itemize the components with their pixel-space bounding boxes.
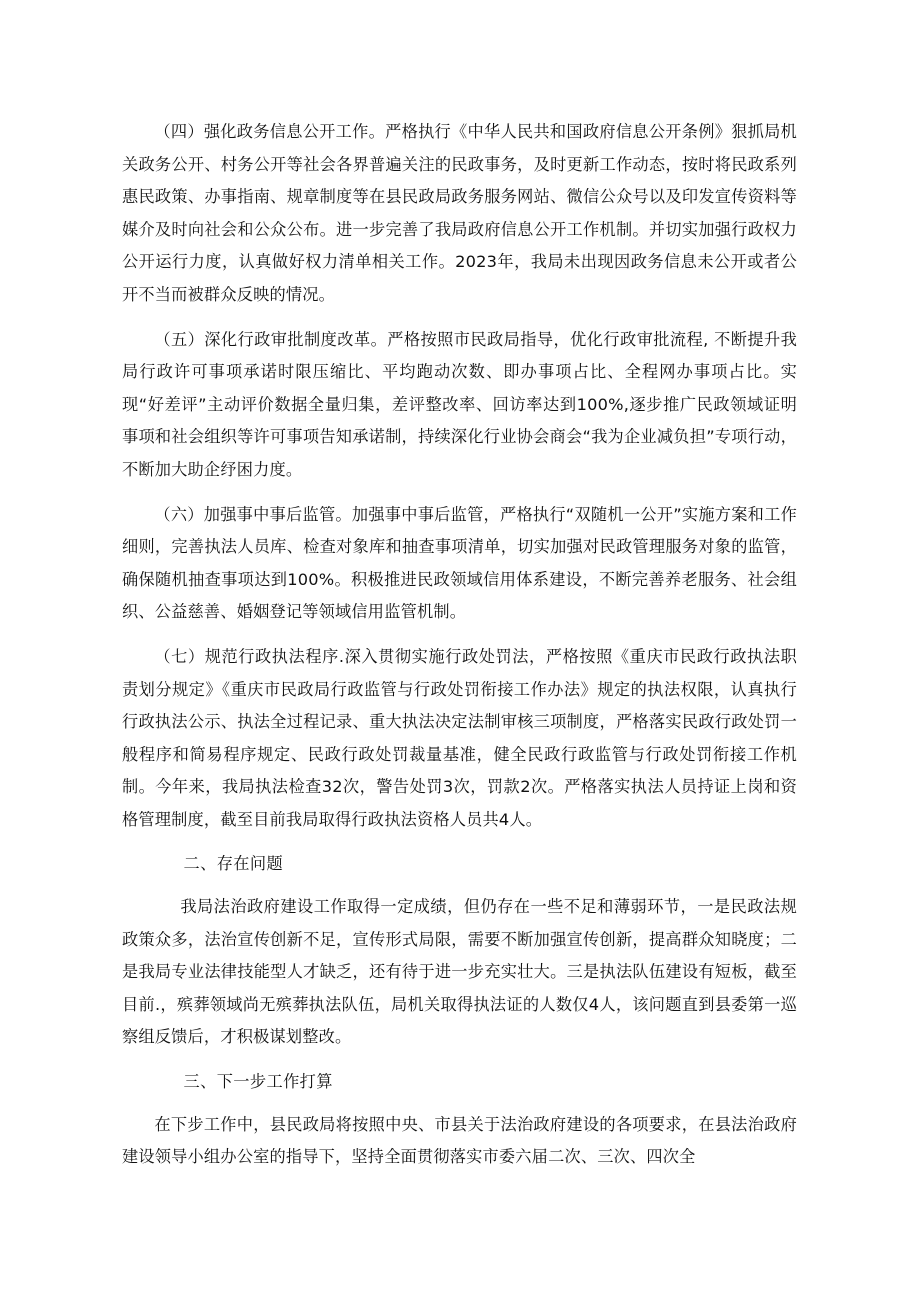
paragraph-next-steps: 在下步工作中，县民政局将按照中央、市县关于法治政府建设的各项要求，在县法治政府建设领导小组办公室的指导下，坚持全面贯彻落实市委六届二次、三次、四次全 [122, 1114, 797, 1167]
paragraph-law-enforcement: （七）规范行政执法程序.深入贯彻实施行政处罚法，严格按照《重庆市民政行政执法职责划分规定》《重庆市民政局行政监管与行政处罚衔接工作办法》规定的执法权限，认真执行行政执法公示、执法全过程记录、重大执法决定法制审核三项制度，严格落实民政行政处罚一般程序和简易程序规定、民政行政处罚裁量基准，健全民政行政监管与行政处罚衔接工作机制。今年来，我局执法检查32次，警告处罚3次，罚款2次。严格落实执法人员持证上岗和资格管理制度，截至目前我局取得行政执法资格人员共4人。 [122, 646, 797, 829]
document-body [122, 116, 797, 1178]
section-heading-problems: 二、存在问题 [183, 854, 284, 874]
paragraph-admin-approval-reform: （五）深化行政审批制度改革。严格按照市民政局指导，优化行政审批流程, 不断提升我局行政许可事项承诺时限压缩比、平均跑动次数、即办事项占比、全程网办事项占比。实现“好差评”主动评价数据全量归集，差评整改率、回访率达到100%,逐步推广民政领域证明事项和社会组织等许可事项告知承诺制，持续深化行业协会商会“我为企业减负担”专项行动，不断加大助企纾困力度。 [122, 329, 797, 479]
paragraph-info-disclosure: （四）强化政务信息公开工作。严格执行《中华人民共和国政府信息公开条例》狠抓局机关政务公开、村务公开等社会各界普遍关注的民政事务，及时更新工作动态，按时将民政系列惠民政策、办事指南、规章制度等在县民政局政务服务网站、微信公众号以及印发宣传资料等媒介及时向社会和公众公布。进一步完善了我局政府信息公开工作机制。并切实加强行政权力公开运行力度，认真做好权力清单相关工作。2023年，我局未出现因政务信息未公开或者公开不当而被群众反映的情况。 [122, 122, 797, 304]
paragraph-problems: 我局法治政府建设工作取得一定成绩，但仍存在一些不足和薄弱环节，一是民政法规政策众多，法治宣传创新不足，宣传形式局限，需要不断加强宣传创新，提高群众知晓度；二是我局专业法律技能型人才缺乏，还有待于进一步充实壮大。三是执法队伍建设有短板，截至目前.，殡葬领域尚无殡葬执法队伍，局机关取得执法证的人数仅4人，该问题直到县委第一巡察组反馈后，才积极谋划整改。 [122, 897, 797, 1047]
paragraph-supervision: （六）加强事中事后监管。加强事中事后监管，严格执行“双随机一公开”实施方案和工作细则，完善执法人员库、检查对象库和抽查事项清单，切实加强对民政管理服务对象的监管，确保随机抽查事项达到100%。积极推进民政领域信用体系建设，不断完善养老服务、社会组织、公益慈善、婚姻登记等领域信用监管机制。 [122, 504, 797, 622]
section-heading-next-steps: 三、下一步工作打算 [183, 1072, 333, 1092]
